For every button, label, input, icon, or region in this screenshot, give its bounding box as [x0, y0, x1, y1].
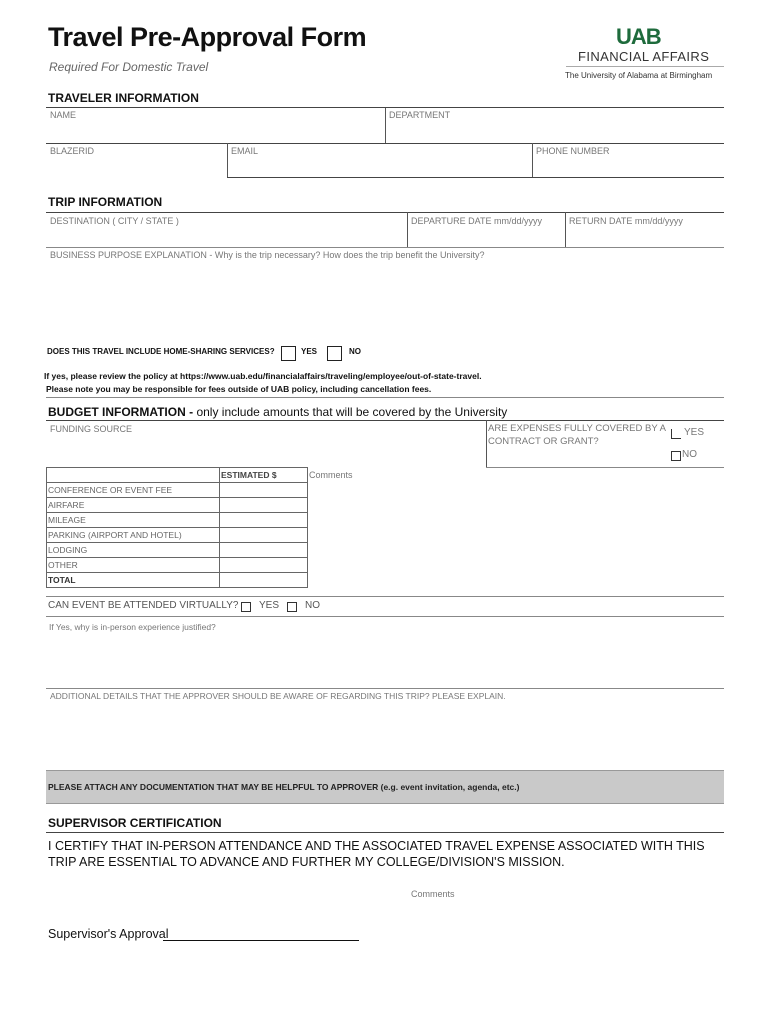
inperson-justification-field[interactable]	[48, 636, 726, 688]
traveler-mid-rule	[46, 143, 724, 144]
total-cell[interactable]	[220, 573, 308, 588]
purpose-label: BUSINESS PURPOSE EXPLANATION - Why is the trip necessary? How does the trip benefit the University?	[50, 250, 485, 260]
row-label: AIRFARE	[47, 498, 220, 513]
funding-divider	[486, 420, 487, 467]
additional-top-rule	[46, 688, 724, 689]
blazerid-label: BLAZERID	[50, 146, 95, 156]
virtual-question: CAN EVENT BE ATTENDED VIRTUALLY?	[48, 600, 239, 611]
supervisor-signature-line[interactable]	[163, 940, 359, 941]
homeshare-yes-label: YES	[301, 347, 318, 356]
email-label: EMAIL	[231, 146, 259, 156]
department-label: DEPARTMENT	[389, 110, 451, 120]
homeshare-question: DOES THIS TRAVEL INCLUDE HOME-SHARING SERVICES?	[47, 347, 275, 356]
supervisor-comments-label: Comments	[411, 889, 455, 899]
traveler-bottom-rule	[227, 177, 724, 178]
department-field[interactable]	[388, 124, 726, 142]
covered-bottom-rule	[486, 467, 724, 468]
budget-table	[46, 467, 308, 588]
budget-heading-text: BUDGET INFORMATION -	[48, 405, 194, 419]
phone-label: PHONE NUMBER	[536, 146, 610, 156]
logo-divider	[566, 66, 724, 67]
table-row	[47, 483, 308, 498]
supervisor-approval-label: Supervisor's Approval	[48, 927, 169, 941]
estimate-cell[interactable]	[220, 543, 308, 558]
email-divider	[532, 143, 533, 178]
estimate-cell[interactable]	[220, 528, 308, 543]
inperson-justification-label: If Yes, why is in-person experience justified?	[49, 622, 216, 632]
covered-no-label: NO	[682, 449, 697, 460]
budget-top-rule	[46, 420, 724, 421]
name-label: NAME	[50, 110, 77, 120]
form-title: Travel Pre-Approval Form	[48, 22, 367, 52]
trip-top-rule	[46, 212, 724, 213]
form-subtitle: Required For Domestic Travel	[49, 60, 209, 74]
total-label: TOTAL	[47, 573, 220, 588]
fees-note: Please note you may be responsible for fees outside of UAB policy, including cancellation fees.	[46, 384, 432, 394]
departure-date-label: DEPARTURE DATE mm/dd/yyyy	[411, 216, 543, 226]
covered-no-checkbox[interactable]	[671, 451, 681, 461]
table-row	[47, 573, 308, 588]
budget-comments-label: Comments	[309, 470, 353, 480]
estimated-header: ESTIMATED $	[220, 468, 308, 483]
virtual-no-checkbox[interactable]	[287, 602, 297, 612]
virtual-yes-checkbox[interactable]	[241, 602, 251, 612]
table-row	[47, 513, 308, 528]
blazerid-field[interactable]	[48, 159, 228, 177]
estimate-cell[interactable]	[220, 498, 308, 513]
row-label: CONFERENCE OR EVENT FEE	[47, 483, 220, 498]
homeshare-yes-checkbox[interactable]	[281, 346, 296, 361]
destination-field[interactable]	[48, 229, 407, 247]
covered-yes-label: YES	[684, 427, 705, 438]
attachment-notice-text: PLEASE ATTACH ANY DOCUMENTATION THAT MAY BE HELPFUL TO APPROVER (e.g. event invitation, agenda, etc.)	[48, 782, 520, 792]
destination-divider	[407, 212, 408, 247]
table-row	[47, 498, 308, 513]
additional-details-field[interactable]	[48, 705, 726, 767]
virtual-top-rule	[46, 596, 724, 597]
budget-header-row	[47, 468, 308, 483]
estimate-cell[interactable]	[220, 558, 308, 573]
name-field[interactable]	[48, 124, 386, 142]
phone-field[interactable]	[535, 159, 725, 177]
virtual-bottom-rule	[46, 616, 724, 617]
table-row	[47, 528, 308, 543]
certification-text: I CERTIFY THAT IN-PERSON ATTENDANCE AND THE ASSOCIATED TRAVEL EXPENSE ASSOCIATED WITH THIS TRIP ARE ESSENTIAL TO ADVANCE AND FURTHER MY COLLEGE/DIVISION'S MISSION.	[48, 839, 705, 869]
attachment-notice	[46, 770, 724, 804]
funding-source-field[interactable]	[48, 437, 486, 455]
logo-university-name: The University of Alabama at Birmingham	[565, 71, 713, 80]
return-date-field[interactable]	[568, 229, 726, 247]
row-label: PARKING (AIRPORT AND HOTEL)	[47, 528, 220, 543]
virtual-yes-label: YES	[259, 600, 280, 611]
covered-question: ARE EXPENSES FULLY COVERED BY A CONTRACT OR GRANT?	[488, 423, 666, 447]
destination-label: DESTINATION ( CITY / STATE )	[50, 216, 179, 226]
departure-date-field[interactable]	[410, 229, 566, 247]
budget-comments-field[interactable]	[309, 484, 725, 592]
return-date-label: RETURN DATE mm/dd/yyyy	[569, 216, 683, 226]
virtual-no-label: NO	[305, 600, 320, 611]
additional-details-label: ADDITIONAL DETAILS THAT THE APPROVER SHOULD BE AWARE OF REGARDING THIS TRIP? PLEASE EXPLAIN.	[50, 691, 506, 701]
budget-corner-cell	[47, 468, 220, 483]
logo-financial-affairs: FINANCIAL AFFAIRS	[578, 49, 710, 64]
row-label: OTHER	[47, 558, 220, 573]
supervisor-heading: SUPERVISOR CERTIFICATION	[48, 816, 222, 830]
email-field[interactable]	[230, 159, 532, 177]
trip-info-heading: TRIP INFORMATION	[48, 195, 163, 209]
budget-heading-note: only include amounts that will be covered by the University	[196, 405, 508, 419]
trip-bottom-rule	[46, 397, 724, 398]
homeshare-no-label: NO	[349, 347, 361, 356]
row-label: LODGING	[47, 543, 220, 558]
trip-mid-rule	[46, 247, 724, 248]
estimate-cell[interactable]	[220, 483, 308, 498]
uab-logo	[616, 26, 674, 46]
table-row	[47, 543, 308, 558]
table-row	[47, 558, 308, 573]
policy-note: If yes, please review the policy at https://www.uab.edu/financialaffairs/traveling/employee/out-of-state-travel.	[44, 371, 482, 381]
covered-yes-checkbox[interactable]	[671, 429, 681, 439]
supervisor-rule	[46, 832, 724, 833]
homeshare-no-checkbox[interactable]	[327, 346, 342, 361]
funding-source-label: FUNDING SOURCE	[50, 424, 133, 434]
traveler-info-heading: TRAVELER INFORMATION	[48, 91, 199, 105]
uab-logo-text: UAB	[616, 26, 661, 46]
row-label: MILEAGE	[47, 513, 220, 528]
purpose-field[interactable]	[48, 264, 726, 338]
estimate-cell[interactable]	[220, 513, 308, 528]
budget-info-heading	[48, 405, 507, 419]
